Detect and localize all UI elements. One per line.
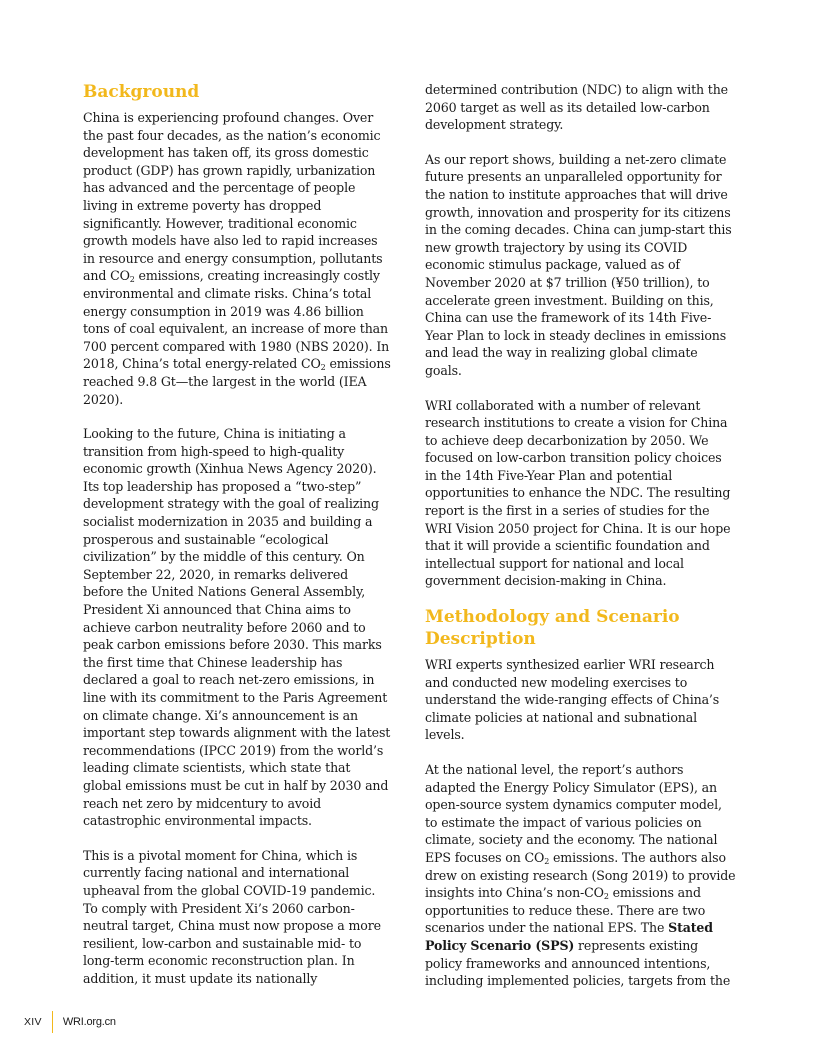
collaboration-paragraph: WRI collaborated with a number of relevant research institutions to create a vision for China to achieve deep decarbonization by 2050. We focused on low-carbon transition policy choices in the 14th Five-Year Plan and potential opportunities to enhance the NDC. The resulting report is the first in a series of studies for the WRI Vision 2050 project for China. It is our hope that it will provide a scientific foundation and intellectual support for national and local government decision-making in China. bbox=[425, 397, 731, 589]
website-link[interactable]: WRI.org.cn bbox=[62, 1016, 116, 1028]
methodology-heading: Methodology and Scenario Description bbox=[425, 607, 680, 650]
ndc-paragraph: determined contribution (NDC) to align with the 2060 target as well as its detailed low-carbon development strategy. bbox=[425, 82, 728, 133]
left-column bbox=[83, 0, 391, 988]
page-number: XIV bbox=[24, 1016, 42, 1028]
page-footer bbox=[24, 1011, 116, 1033]
opportunity-paragraph: As our report shows, building a net-zero climate future presents an unparalleled opportunity for the nation to institute approaches that will drive growth, innovation and prosperity for its citizens in the coming decades. China can jump-start this new growth trajectory by using its COVID economic stimulus package, valued as of November 2020 at $7 trillion (¥50 trillion), to accelerate green investment. Building on this, China can use the framework of its 14th Five-Year Plan to lock in steady declines in emissions and lead the way in realizing global climate goals. bbox=[425, 151, 732, 378]
background-paragraph-1: China is experiencing profound changes. Over the past four decades, as the nation’s economic development has taken off, its gross domestic product (GDP) has grown rapidly, urbanization has advanced and the percentage of people living in extreme poverty has dropped significantly. However, traditional economic growth models have also led to rapid increases in resource and energy consumption, pollutants and $CO_2$ emissions, creating increasingly costly environmental and climate risks. China’s total energy consumption in 2019 was 4.86 billion tons of coal equivalent, an increase of more than 700 percent compared with 1980 (NBS 2020). In 2018, China’s total energy-related $CO_2$ emissions reached 9.8 Gt—the largest in the world (IEA 2020). bbox=[83, 110, 391, 407]
footer-divider bbox=[52, 1011, 53, 1033]
background-heading: Background bbox=[83, 82, 200, 102]
background-paragraph-2: Looking to the future, China is initiating a transition from high-speed to high-quality economic growth (Xinhua News Agency 2020). Its top leadership has proposed a “two-step” development strategy with the goal of realizing socialist modernization in 2035 and building a prosperous and sustainable “ecological civilization” by the middle of this century. On September 22, 2020, in remarks delivered before the United Nations General Assembly, President Xi announced that China aims to achieve carbon neutrality before 2060 and to peak carbon emissions before 2030. This marks the first time that Chinese leadership has declared a goal to reach net-zero emissions, in line with its commitment to the Paris Agreement on climate change. Xi’s announcement is an important step towards alignment with the latest recommendations (IPCC 2019) from the world’s leading climate scientists, which state that global emissions must be cut in half by 2030 and reach net zero by midcentury to avoid catastrophic environmental impacts. bbox=[83, 426, 391, 829]
right-column bbox=[425, 0, 737, 990]
methodology-paragraph-2: At the national level, the report’s authors adapted the Energy Policy Simulator (EPS), an open-source system dynamics computer model, to estimate the impact of various policies on climate, society and the economy. The national EPS focuses on $CO_2$ emissions. The authors also drew on existing research (Song 2019) to provide insights into China’s non-$CO_2$ emissions and opportunities to reduce these. There are two scenarios under the national EPS. The Stated Policy Scenario (SPS) represents existing policy frameworks and announced intentions, including implemented policies, targets from the bbox=[425, 762, 736, 989]
methodology-paragraph-1: WRI experts synthesized earlier WRI research and conducted new modeling exercises to understand the wide-ranging effects of China’s climate policies at national and subnational levels. bbox=[425, 657, 720, 743]
background-paragraph-3: This is a pivotal moment for China, which is currently facing national and international upheaval from the global COVID-19 pandemic. To comply with President Xi’s 2060 carbon-neutral target, China must now propose a more resilient, low-carbon and sustainable mid- to long-term economic reconstruction plan. In addition, it must update its nationally bbox=[83, 847, 381, 986]
